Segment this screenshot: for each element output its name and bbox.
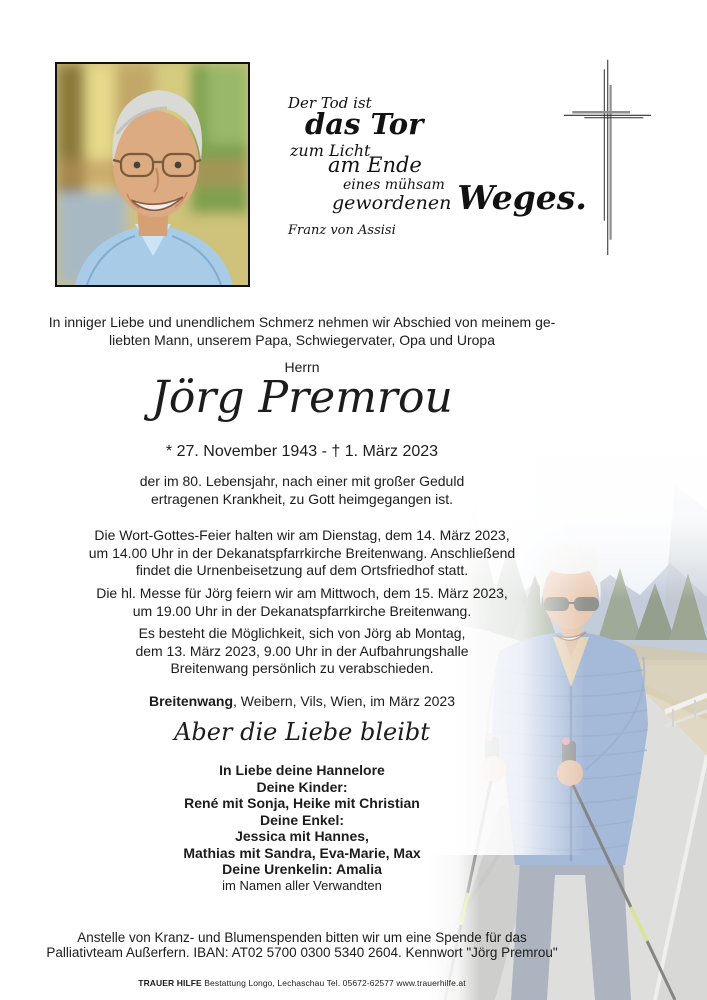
cross-icon: [560, 55, 660, 265]
service-wortgottesfeier: [0, 527, 604, 580]
life-dates: * 27. November 1943 - † 1. März 2023: [165, 443, 439, 460]
quote-line: eines mühsam: [343, 177, 445, 193]
deceased-name: Jörg Premrou: [151, 372, 453, 423]
portrait-photo: [55, 62, 250, 287]
quote-attribution: Franz von Assisi: [288, 223, 396, 238]
quote-line: das Tor: [305, 107, 424, 141]
family-line: Mathias mit Sandra, Eva-Marie, Max: [183, 844, 421, 861]
publisher-details: Bestattung Longo, Lechaschau Tel. 05672-62577 www.trauerhilfe.at: [201, 978, 466, 988]
donation-line: Anstelle von Kranz- und Blumenspenden bitten wir um eine Spende für das: [77, 930, 527, 945]
service-line: um 19.00 Uhr in der Dekanatspfarrkirche Breitenwang.: [132, 602, 472, 619]
donation-line: Palliativteam Außerfern. IBAN: AT02 5700 0300 5340 2604. Kennwort "Jörg Premrou": [46, 944, 558, 960]
salutation: Herrn: [284, 359, 320, 375]
passing-paragraph: [0, 473, 604, 508]
places-rest: , Weibern, Vils, Wien, im März 2023: [233, 693, 456, 709]
quote-line: gewordenen Weges.: [332, 178, 587, 217]
passing-line: der im 80. Lebensjahr, nach einer mit großer Geduld: [139, 473, 465, 489]
family-line: René mit Sonja, Heike mit Christian: [184, 795, 420, 811]
love-line: Aber die Liebe bleibt: [174, 718, 430, 746]
service-line: Die Wort-Gottes-Feier halten wir am Dienstag, dem 14. März 2023,: [94, 527, 510, 543]
family-line: Jessica mit Hannes,: [235, 828, 369, 844]
intro-line: In inniger Liebe und unendlichem Schmerz nehmen wir Abschied von meinem ge-: [48, 314, 556, 330]
family-closing: im Namen aller Verwandten: [222, 877, 382, 893]
publisher-name: TRAUER HILFE: [138, 978, 202, 988]
service-line: Die hl. Messe für Jörg feiern wir am Mittwoch, dem 15. März 2023,: [96, 585, 508, 601]
service-line: um 14.00 Uhr in der Dekanatspfarrkirche Breitenwang. Anschließend: [88, 544, 516, 561]
donation-note: [0, 931, 604, 960]
places-date-line: [0, 693, 604, 709]
family-line: In Liebe deine Hannelore: [219, 762, 385, 778]
service-messe: [0, 585, 604, 620]
service-line: findet die Urnenbeisetzung auf dem Ortsfriedhof statt.: [135, 562, 469, 578]
family-line: Deine Kinder:: [256, 778, 348, 795]
family-line: Deine Urenkelin: Amalia: [222, 861, 382, 877]
quote-line: Der Tod ist: [288, 94, 372, 112]
quote-line: am Ende: [328, 153, 422, 177]
passing-line: ertragenen Krankheit, zu Gott heimgegangen ist.: [151, 490, 453, 507]
intro-line: liebten Mann, unserem Papa, Schwiegervater, Opa und Uropa: [108, 331, 495, 348]
family-block: [0, 762, 604, 894]
service-line: Es besteht die Möglichkeit, sich von Jörg ab Montag,: [138, 625, 466, 641]
service-aufbahrung: [0, 625, 604, 678]
service-line: Breitenwang persönlich zu verabschieden.: [170, 660, 434, 676]
publisher-credit: [0, 978, 604, 988]
service-line: dem 13. März 2023, 9.00 Uhr in der Aufbahrungshalle: [135, 642, 469, 659]
memorial-quote: [278, 90, 587, 250]
place-primary: Breitenwang: [148, 693, 233, 709]
family-line: Deine Enkel:: [259, 811, 345, 828]
intro-paragraph: [0, 314, 604, 349]
quote-line: zum Licht: [290, 141, 371, 160]
memorial-photo: [425, 425, 707, 1000]
